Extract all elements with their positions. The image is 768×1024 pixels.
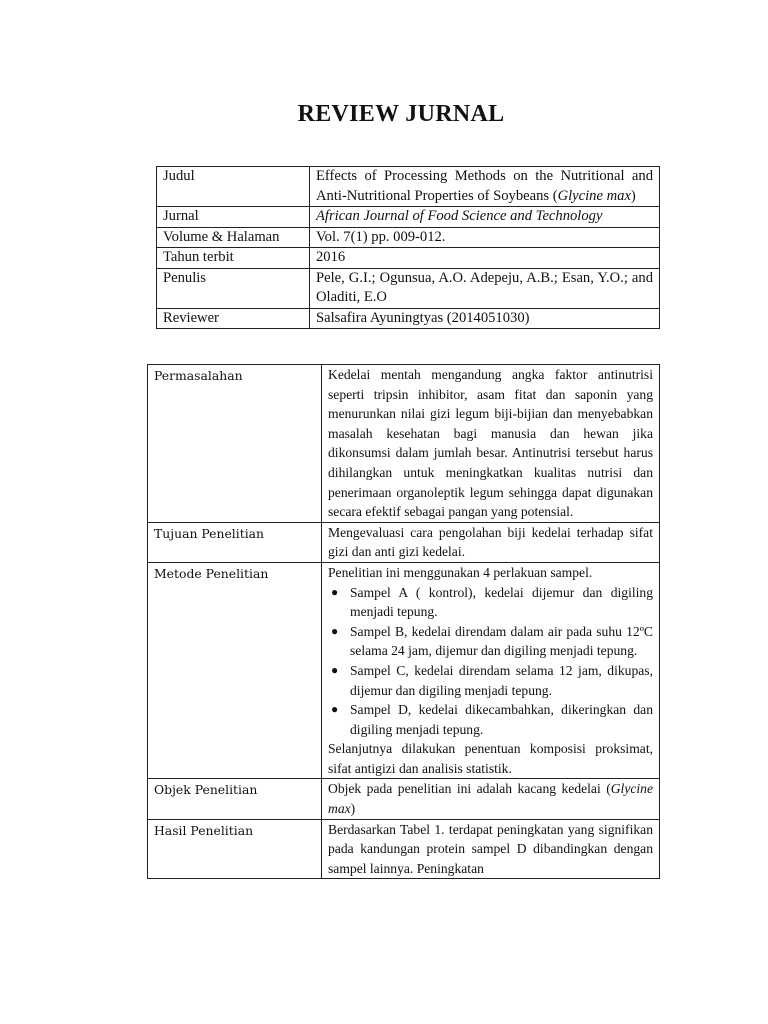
list-item	[331, 700, 653, 739]
objek-text-end: )	[350, 801, 356, 817]
hasil-text: Berdasarkan Tabel 1. terdapat peningkatan yang signifikan pada kandungan protein sampel D dibandingkan dengan sampel lainnya. Peningkatan	[328, 821, 653, 876]
metode-intro: Penelitian ini menggunakan 4 perlakuan sampel.	[328, 564, 593, 580]
judul-text-end: )	[630, 187, 636, 204]
jurnal-value	[310, 207, 660, 228]
table-row	[148, 779, 660, 819]
sample-list	[328, 583, 653, 740]
table-row	[157, 308, 660, 329]
judul-text: Effects of Processing Methods on the Nutritional and Anti-Nutritional Properties of Soybeans (	[316, 168, 653, 204]
bullet-icon: ●	[331, 662, 339, 677]
table-row	[157, 167, 660, 207]
penulis-value: Pele, G.I.; Ogunsua, A.O. Adepeju, A.B.; Esan, Y.O.; and Oladiti, E.O	[310, 268, 660, 308]
table-row	[157, 227, 660, 248]
table-row	[148, 562, 660, 779]
document-title: REVIEW JURNAL	[297, 101, 505, 127]
sample-a-text: Sampel A ( kontrol), kedelai dijemur dan digiling menjadi tepung.	[350, 584, 653, 620]
sample-b-text: Sampel B, kedelai direndam dalam air pada suhu 12ºC selama 24 jam, dijemur dan digiling menjadi tepung.	[350, 623, 653, 659]
reviewer-label: Reviewer	[157, 308, 310, 329]
metode-value	[322, 562, 660, 779]
permasalahan-value: Kedelai mentah mengandung angka faktor antinutrisi seperti tripsin inhibitor, asam fitat dan saponin yang menurunkan nilai gizi legum biji-bijian dan menyebabkan masalah kesehatan bagi manusia dan hewan jika dikonsumsi dalam jumlah besar. Antinutrisi tersebut harus dihilangkan untuk meningkatkan kualitas nutrisi dan penerimaan organoleptik legum sehingga dapat digunakan secara efektif sebagai pangan yang potensial.	[322, 365, 660, 523]
table-row	[157, 248, 660, 269]
judul-value	[310, 167, 660, 207]
penulis-label: Penulis	[157, 268, 310, 308]
list-item	[331, 622, 653, 661]
list-item	[331, 661, 653, 700]
sample-c-text: Sampel C, kedelai direndam selama 12 jam, dikupas, dijemur dan digiling menjadi tepung.	[350, 662, 653, 698]
objek-text: Objek pada penelitian ini adalah kacang kedelai (	[328, 781, 611, 797]
table-row	[148, 522, 660, 562]
jurnal-label: Jurnal	[157, 207, 310, 228]
tahun-value: 2016	[310, 248, 660, 269]
review-table	[147, 364, 660, 879]
bullet-icon: ●	[331, 623, 339, 638]
objek-value	[322, 779, 660, 819]
volume-value: Vol. 7(1) pp. 009-012.	[310, 227, 660, 248]
judul-species: Glycine max	[557, 187, 631, 204]
tujuan-value: Mengevaluasi cara pengolahan biji kedelai terhadap sifat gizi dan anti gizi kedelai.	[322, 522, 660, 562]
table-row	[157, 207, 660, 228]
tujuan-label: Tujuan Penelitian	[148, 522, 322, 562]
bullet-icon: ●	[331, 584, 339, 599]
judul-label: Judul	[157, 167, 310, 207]
sample-d-text: Sampel D, kedelai dikecambahkan, dikeringkan dan digiling menjadi tepung.	[350, 702, 653, 737]
permasalahan-label: Permasalahan	[148, 365, 322, 523]
jurnal-name: African Journal of Food Science and Technology	[316, 208, 603, 224]
list-item	[331, 583, 653, 622]
hasil-value	[322, 819, 660, 878]
table-row	[148, 819, 660, 878]
metode-outro: Selanjutnya dilakukan penentuan komposisi proksimat, sifat antigizi dan analisis statistik.	[328, 741, 653, 776]
bullet-icon: ●	[331, 702, 339, 717]
tahun-label: Tahun terbit	[157, 248, 310, 269]
reviewer-value: Salsafira Ayuningtyas (2014051030)	[310, 308, 660, 329]
table-row	[148, 365, 660, 523]
metode-label: Metode Penelitian	[148, 562, 322, 779]
journal-info-table	[156, 166, 660, 329]
table-row	[157, 268, 660, 308]
volume-label: Volume & Halaman	[157, 227, 310, 248]
objek-label: Objek Penelitian	[148, 779, 322, 819]
objek-species: Glycine max	[328, 781, 653, 817]
hasil-label: Hasil Penelitian	[148, 819, 322, 878]
